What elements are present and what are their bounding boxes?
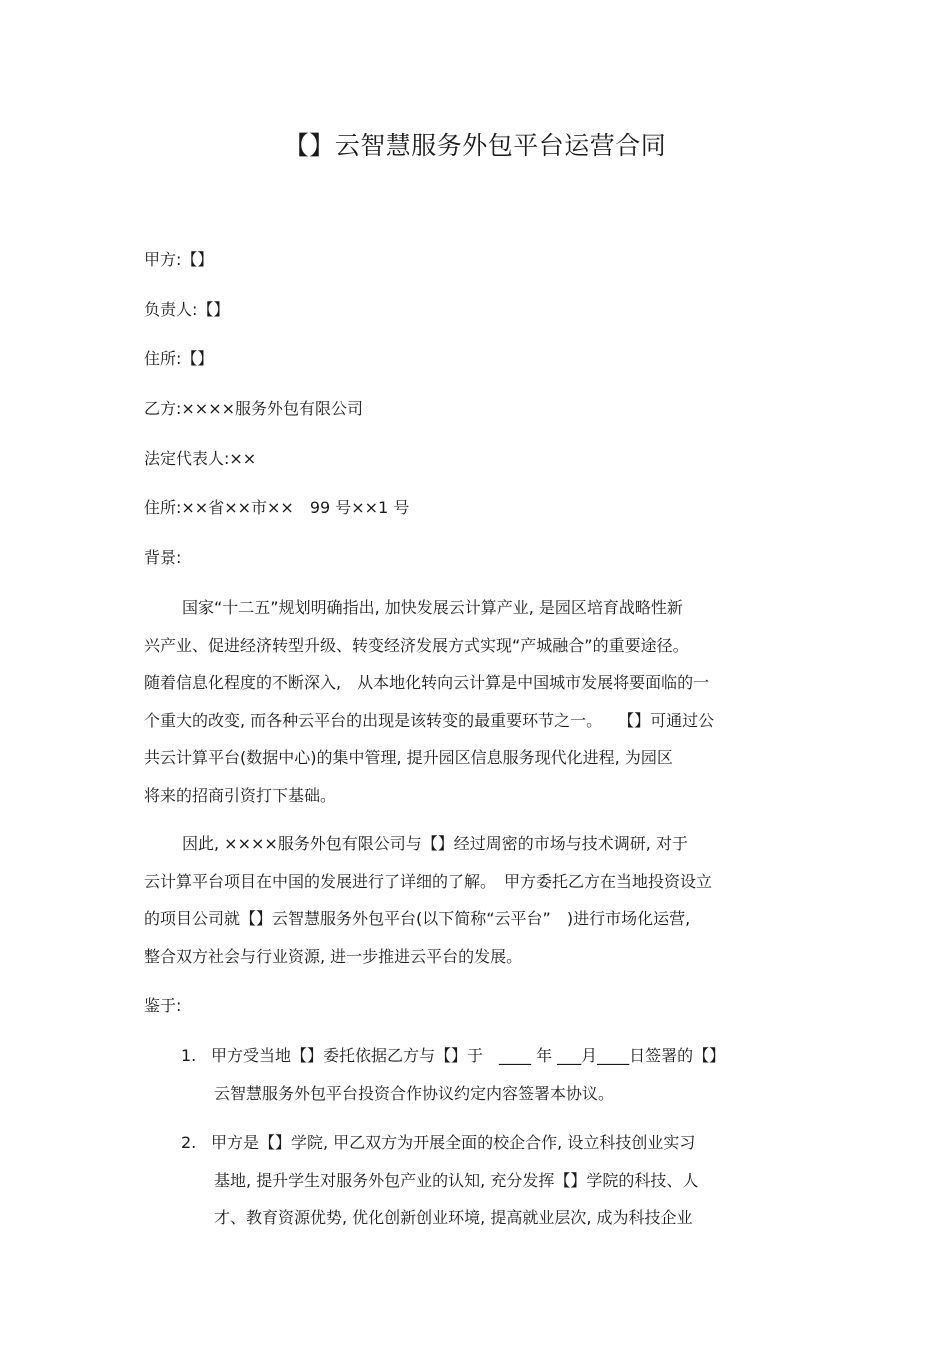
list-item-number: 1. xyxy=(181,1046,197,1065)
list-item-line: 云智慧服务外包平台投资合作协议约定内容签署本协议。 xyxy=(214,1083,615,1103)
paragraph-line: 个重大的改变, 而各种云平台的出现是该转变的最重要环节之一。 【】可通过公 xyxy=(144,710,715,730)
list-item-number: 2. xyxy=(181,1133,197,1152)
paragraph-line: 共云计算平台(数据中心)的集中管理, 提升园区信息服务现代化进程, 为园区 xyxy=(144,748,673,767)
whereas-item-1 xyxy=(181,1037,806,1112)
party-a-address: 住所:【】 xyxy=(144,349,214,368)
party-a: 甲方:【】 xyxy=(144,250,214,269)
paragraph-line: 云计算平台项目在中国的发展进行了详细的了解。 甲方委托乙方在当地投资设立 xyxy=(144,871,713,891)
list-item-line: 基地, 提升学生对服务外包产业的认知, 充分发挥【】学院的科技、人 xyxy=(214,1170,699,1190)
party-b: 乙方:××××服务外包有限公司 xyxy=(144,399,364,418)
paragraph-line: 因此, ××××服务外包有限公司与【】经过周密的市场与技术调研, 对于 xyxy=(182,834,688,853)
list-item-line: 才、教育资源优势, 优化创新创业环境, 提高就业层次, 成为科技企业 xyxy=(214,1208,693,1227)
paragraph-line: 随着信息化程度的不断深入, 从本地化转向云计算是中国城市发展将要面临的一 xyxy=(144,673,710,692)
document-title: 【】云智慧服务外包平台运营合同 xyxy=(283,131,667,160)
paragraph-line: 国家“十二五”规划明确指出, 加快发展云计算产业, 是园区培育战略性新 xyxy=(182,598,683,617)
party-a-representative: 负责人:【】 xyxy=(144,300,230,319)
party-b-legal-representative: 法定代表人:×× xyxy=(144,449,257,468)
paragraph-line: 兴产业、促进经济转型升级、转变经济发展方式实现“产城融合”的重要途径。 xyxy=(144,635,689,655)
paragraph-line: 的项目公司就【】云智慧服务外包平台(以下简称“云平台” )进行市场化运营, xyxy=(144,909,691,928)
list-item-line: 甲方是【】学院, 甲乙双方为开展全面的校企合作, 设立科技创业实习 xyxy=(211,1133,696,1152)
background-paragraph-1 xyxy=(144,589,804,814)
party-b-address: 住所:××省××市×× 99 号××1 号 xyxy=(144,498,410,517)
background-paragraph-2 xyxy=(144,825,804,975)
list-item-line: 甲方受当地【】委托依据乙方与【】于 ____ 年 ___月____日签署的【】 xyxy=(211,1046,726,1065)
whereas-item-2 xyxy=(181,1124,806,1237)
whereas-label: 鉴于: xyxy=(144,996,182,1015)
paragraph-line: 整合双方社会与行业资源, 进一步推进云平台的发展。 xyxy=(144,946,523,966)
paragraph-line: 将来的招商引资打下基础。 xyxy=(144,785,337,805)
background-label: 背景: xyxy=(144,548,182,567)
